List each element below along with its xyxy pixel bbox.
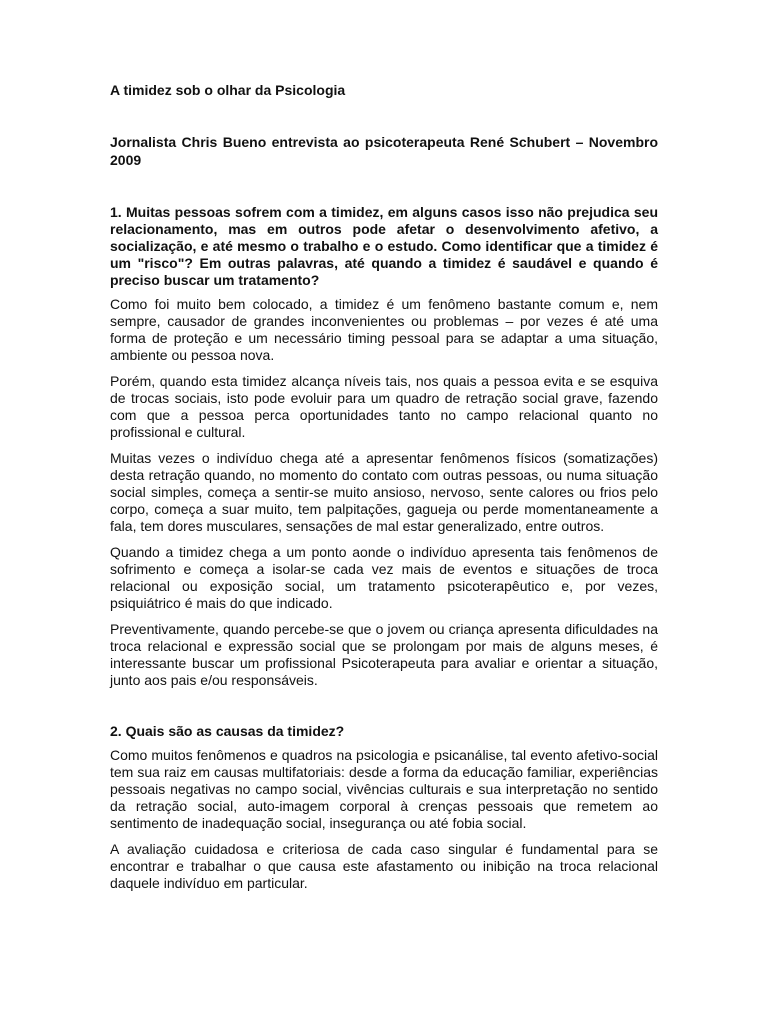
document-subtitle: Jornalista Chris Bueno entrevista ao psicoterapeuta René Schubert – Novembro 2009 (110, 134, 658, 168)
answer-paragraph: Muitas vezes o indivíduo chega até a apresentar fenômenos físicos (somatizações) desta retração quando, no momento do contato com outras pessoas, ou numa situação social simples, começa a sentir-se muito ansioso, nervoso, sente calores ou frios pelo corpo, começa a suar muito, tem palpitações, gagueja ou perde momentaneamente a fala, tem dores musculares, sensações de mal estar generalizado, entre outros. (110, 450, 658, 534)
answer-paragraph: Preventivamente, quando percebe-se que o jovem ou criança apresenta dificuldades na troca relacional e expressão social que se prolongam por mais de alguns meses, é interessante buscar um profissional Psicoterapeuta para avaliar e orientar a situação, junto aos pais e/ou responsáveis. (110, 621, 658, 688)
section-2 (110, 723, 658, 892)
answer-paragraph: A avaliação cuidadosa e criteriosa de cada caso singular é fundamental para se encontrar e trabalhar o que causa este afastamento ou inibição na troca relacional daquele indivíduo em particular. (110, 841, 658, 891)
question-1: 1. Muitas pessoas sofrem com a timidez, em alguns casos isso não prejudica seu relacionamento, mas em outros pode afetar o desenvolvimento afetivo, a socialização, e até mesmo o trabalho e o estudo. Como identificar que a timidez é um "risco"? Em outras palavras, até quando a timidez é saudável e quando é preciso buscar um tratamento? (110, 204, 658, 288)
document-title: A timidez sob o olhar da Psicologia (110, 82, 346, 98)
section-1 (110, 204, 658, 689)
question-2: 2. Quais são as causas da timidez? (110, 723, 345, 739)
answer-paragraph: Quando a timidez chega a um ponto aonde o indivíduo apresenta tais fenômenos de sofrimento e começa a isolar-se cada vez mais de eventos e situações de troca relacional ou exposição social, um tratamento psicoterapêutico e, por vezes, psiquiátrico é mais do que indicado. (110, 544, 658, 611)
answer-paragraph: Como foi muito bem colocado, a timidez é um fenômeno bastante comum e, nem sempre, causador de grandes inconvenientes ou problemas – por vezes é até uma forma de proteção e um necessário timing pessoal para se adaptar a uma situação, ambiente ou pessoa nova. (110, 296, 658, 363)
answer-paragraph: Porém, quando esta timidez alcança níveis tais, nos quais a pessoa evita e se esquiva de trocas sociais, isto pode evoluir para um quadro de retração social grave, fazendo com que a pessoa perca oportunidades tanto no campo relacional quanto no profissional e cultural. (110, 373, 658, 440)
answer-paragraph: Como muitos fenômenos e quadros na psicologia e psicanálise, tal evento afetivo-social tem sua raiz em causas multifatoriais: desde a forma da educação familiar, experiências pessoais negativas no campo social, vivências culturais e sua interpretação no sentido da retração social, auto-imagem corporal à crenças pessoais que remetem ao sentimento de inadequação social, insegurança ou até fobia social. (110, 747, 658, 831)
